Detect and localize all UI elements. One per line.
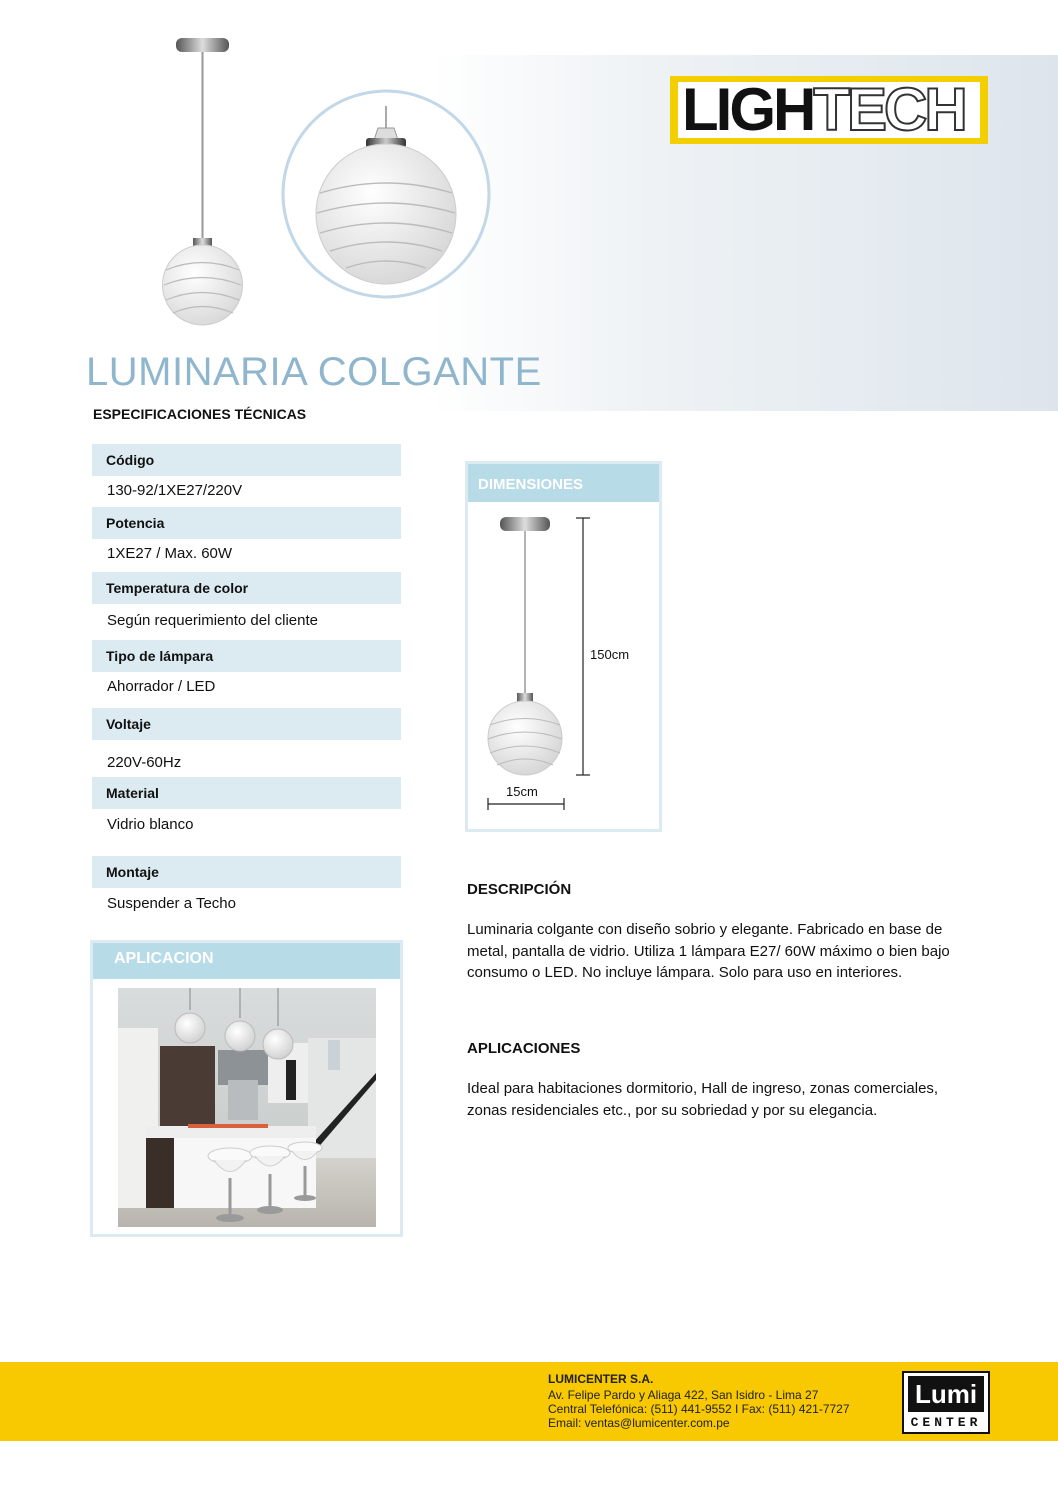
application-heading: APLICACION <box>93 943 400 979</box>
dimension-width-label: 15cm <box>506 784 538 799</box>
applications-text <box>467 1078 1007 1121</box>
logo-text-outline: TECH <box>813 82 965 138</box>
spec-label-potencia: Potencia <box>92 507 401 539</box>
spec-label-tipo-lampara: Tipo de lámpara <box>92 640 401 672</box>
description-text <box>467 919 1007 984</box>
footer-email: Email: ventas@lumicenter.com.pe <box>548 1416 730 1430</box>
logo-text-dark: LIGH <box>682 82 814 138</box>
applications-line: Ideal para habitaciones dormitorio, Hall de ingreso, zonas comerciales, <box>467 1080 939 1097</box>
specs-heading: ESPECIFICACIONES TÉCNICAS <box>93 406 307 422</box>
spec-label-codigo: Código <box>92 444 401 476</box>
spec-value-temperatura: Según requerimiento del cliente <box>107 612 318 629</box>
spec-value-codigo: 130-92/1XE27/220V <box>107 482 243 499</box>
spec-value-montaje: Suspender a Techo <box>107 895 236 912</box>
spec-label-material: Material <box>92 777 401 809</box>
spec-label-temperatura: Temperatura de color <box>92 572 401 604</box>
description-heading: DESCRIPCIÓN <box>467 881 572 898</box>
lamp-detail-circle-image <box>280 88 492 300</box>
lumi-logo-top: Lumi <box>908 1376 984 1412</box>
footer-address: Av. Felipe Pardo y Aliaga 422, San Isidro - Lima 27 <box>548 1388 819 1402</box>
footer-company: LUMICENTER S.A. <box>548 1372 654 1386</box>
dimensions-heading: DIMENSIONES <box>468 464 659 502</box>
pendant-lamp-image <box>155 30 250 330</box>
lightech-logo <box>670 76 988 144</box>
spec-label-montaje: Montaje <box>92 856 401 888</box>
footer-band <box>0 1362 1058 1441</box>
dimension-height-label: 150cm <box>590 647 630 662</box>
footer-phone: Central Telefónica: (511) 441-9552 I Fax: (511) 421-7727 <box>548 1402 850 1416</box>
lumicenter-logo <box>902 1371 990 1434</box>
applications-line: zonas residenciales etc., por su sobriedad y por su elegancia. <box>467 1101 878 1119</box>
description-line: Luminaria colgante con diseño sobrio y elegante. Fabricado en base de <box>467 921 943 938</box>
page-title: LUMINARIA COLGANTE <box>86 350 542 394</box>
description-line: metal, pantalla de vidrio. Utiliza 1 lámpara E27/ 60W máximo o bien bajo <box>467 942 950 960</box>
spec-value-tipo-lampara: Ahorrador / LED <box>107 678 216 695</box>
applications-heading: APLICACIONES <box>467 1040 581 1057</box>
spec-value-material: Vidrio blanco <box>107 816 194 833</box>
spec-label-voltaje: Voltaje <box>92 708 401 740</box>
spec-value-potencia: 1XE27 / Max. 60W <box>107 545 233 562</box>
description-line: consumo o LED. No incluye lámpara. Solo para uso en interiores. <box>467 964 903 981</box>
lumi-logo-bottom: CENTER <box>910 1415 982 1430</box>
spec-value-voltaje: 220V-60Hz <box>107 754 182 771</box>
kitchen-application-photo <box>118 988 376 1227</box>
